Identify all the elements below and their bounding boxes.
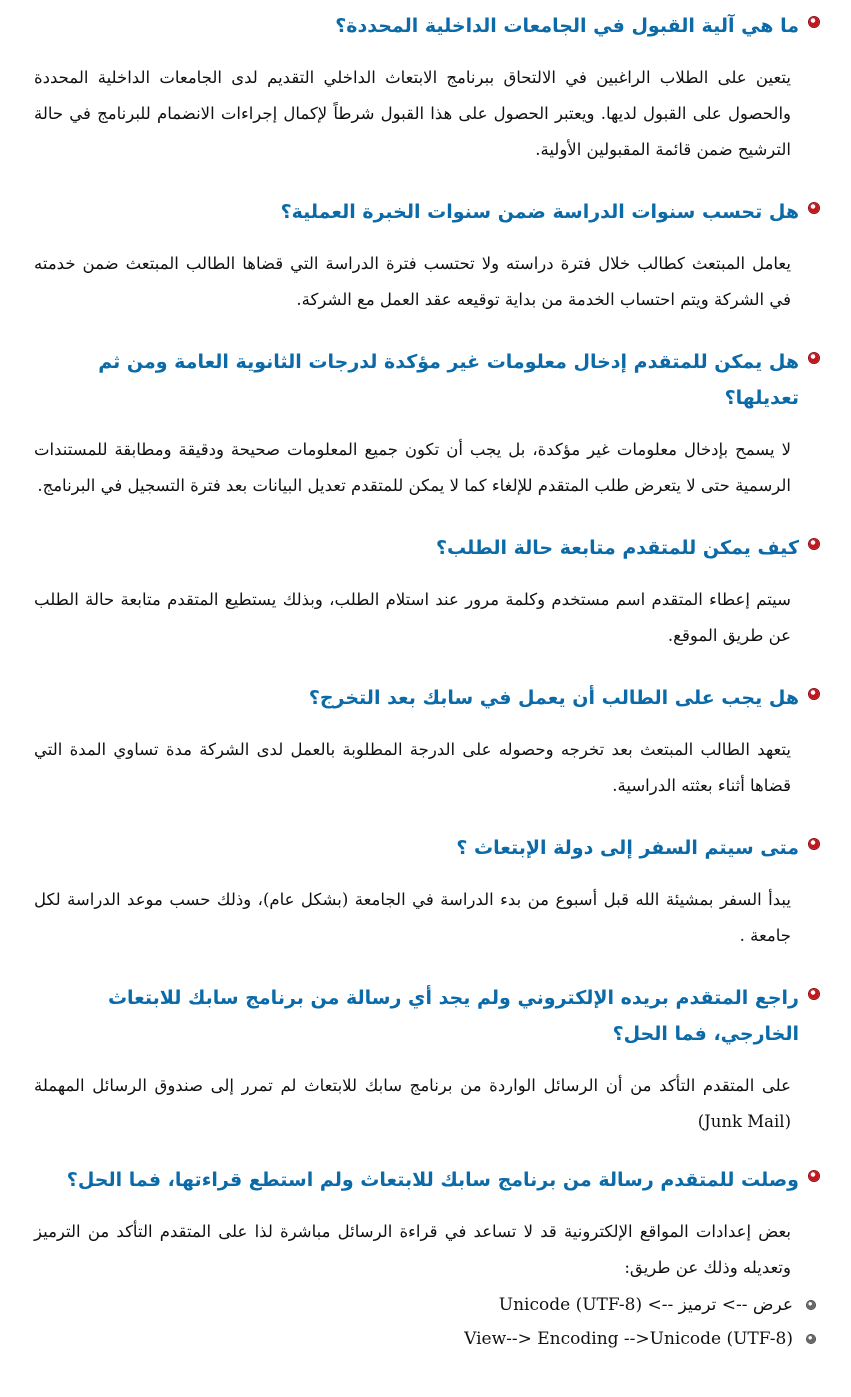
bullet-icon [809,203,819,213]
bullet-icon [809,1171,819,1181]
faq-question: متى سيتم السفر إلى دولة الإبتعاث ؟ [456,837,799,859]
faq-item-travel [34,830,821,954]
encoding-step-arabic: عرض --> ترميز --> Unicode (UTF-8) [498,1295,793,1315]
faq-question: هل يمكن للمتقدم إدخال معلومات غير مؤكدة لدرجات الثانوية العامة ومن ثم تعديلها؟ [98,351,799,409]
list-item [34,1288,815,1322]
faq-question-row [34,830,821,866]
faq-item-encoding [34,1162,821,1356]
faq-question: هل تحسب سنوات الدراسة ضمن سنوات الخبرة العملية؟ [280,201,799,223]
faq-question: ما هي آلية القبول في الجامعات الداخلية المحددة؟ [335,15,799,37]
faq-answer: بعض إعدادات المواقع الإلكترونية قد لا تساعد في قراءة الرسائل مباشرة لذا على المتقدم التأكد من الترميز وتعديله وذلك عن طريق: [34,1222,791,1277]
faq-answer: يعامل المبتعث كطالب خلال فترة دراسته ولا تحتسب فترة الدراسة التي قضاها الطالب المبتعث ضمن خدمته في الشركة ويتم احتساب الخدمة من بداية توقيعه عقد العمل مع الشركة. [34,254,791,309]
faq-question-row [34,530,821,566]
faq-answer: لا يسمح بإدخال معلومات غير مؤكدة، بل يجب أن تكون جميع المعلومات صحيحة ودقيقة ومطابقة للمستندات الرسمية حتى لا يتعرض طلب المتقدم للإلغاء كما لا يمكن للمتقدم تعديل البيانات بعد فترة التسجيل في البرنامج. [34,440,791,495]
faq-question-row [34,194,821,230]
bullet-icon [809,17,819,27]
faq-item-admission [34,8,821,168]
faq-answer: على المتقدم التأكد من أن الرسائل الواردة من برنامج سابك للابتعاث لم تمرر إلى صندوق الرسائل المهملة (Junk Mail) [34,1076,791,1131]
faq-question: كيف يمكن للمتقدم متابعة حالة الطلب؟ [435,537,799,559]
faq-question: هل يجب على الطالب أن يعمل في سابك بعد التخرج؟ [308,687,799,709]
faq-question-row [34,8,821,44]
bullet-icon [809,689,819,699]
faq-question-row [34,1162,821,1198]
list-item [34,1322,815,1356]
faq-item-grades [34,344,821,504]
encoding-steps-list [34,1288,815,1356]
bullet-icon [807,1301,815,1309]
faq-item-work [34,680,821,804]
faq-item-status [34,530,821,654]
faq-question-row [34,680,821,716]
faq-question: وصلت للمتقدم رسالة من برنامج سابك للابتعاث ولم استطع قراءتها، فما الحل؟ [66,1169,799,1191]
bullet-icon [809,353,819,363]
faq-answer: يتعين على الطلاب الراغبين في الالتحاق ببرنامج الابتعاث الداخلي التقديم لدى الجامعات الداخلية المحددة والحصول على القبول لديها. ويعتبر الحصول على هذا القبول شرطاً لإكمال إجراءات الانضمام للبرنامج في حالة الترشيح ضمن قائمة المقبولين الأولية. [34,68,791,159]
faq-question-row [34,344,821,416]
bullet-icon [809,989,819,999]
faq-item-email [34,980,821,1140]
faq-answer: يبدأ السفر بمشيئة الله قبل أسبوع من بدء الدراسة في الجامعة (بشكل عام)، وذلك حسب موعد الدراسة لكل جامعة . [34,890,791,945]
bullet-icon [809,539,819,549]
faq-question: راجع المتقدم بريده الإلكتروني ولم يجد أي رسالة من برنامج سابك للابتعاث الخارجي، فما الحل؟ [107,987,799,1045]
bullet-icon [809,839,819,849]
faq-question-row [34,980,821,1052]
faq-item-experience [34,194,821,318]
bullet-icon [807,1335,815,1343]
faq-answer: سيتم إعطاء المتقدم اسم مستخدم وكلمة مرور عند استلام الطلب، وبذلك يستطيع المتقدم متابعة حالة الطلب عن طريق الموقع. [34,590,791,645]
encoding-step-english: View--> Encoding -->Unicode (UTF-8) [464,1329,793,1349]
faq-answer: يتعهد الطالب المبتعث بعد تخرجه وحصوله على الدرجة المطلوبة بالعمل لدى الشركة مدة تساوي المدة التي قضاها أثناء بعثته الدراسية. [34,740,791,795]
